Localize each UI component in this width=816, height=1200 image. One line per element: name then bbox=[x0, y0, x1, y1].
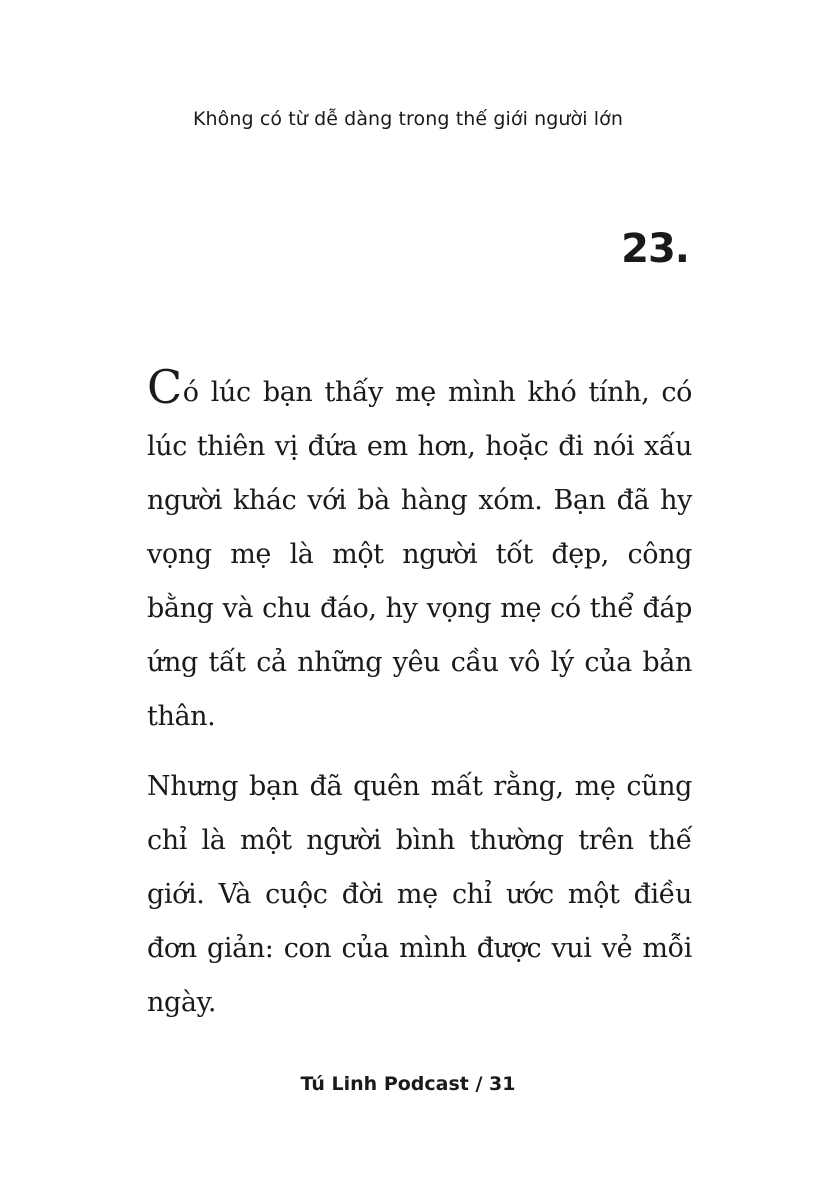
paragraph-1 bbox=[147, 360, 692, 744]
paragraph-1-text: ó lúc bạn thấy mẹ mình khó tính, có lúc thiên vị đứa em hơn, hoặc đi nói xấu người khác với bà hàng xóm. Bạn đã hy vọng mẹ là một người tốt đẹp, công bằng và chu đáo, hy vọng mẹ có thể đáp ứng tất cả những yêu cầu vô lý của bản thân. bbox=[147, 377, 692, 732]
body-text bbox=[147, 360, 692, 1030]
chapter-number: 23. bbox=[621, 226, 689, 272]
paragraph-2: Nhưng bạn đã quên mất rằng, mẹ cũng chỉ là một người bình thường trên thế giới. Và cuộc đời mẹ chỉ ước một điều đơn giản: con của mình được vui vẻ mỗi ngày. bbox=[147, 771, 692, 1018]
drop-cap-initial: C bbox=[147, 360, 182, 414]
page-folio: Tú Linh Podcast / 31 bbox=[300, 1073, 516, 1095]
running-header-title: Không có từ dễ dàng trong thế giới người lớn bbox=[192, 108, 624, 130]
